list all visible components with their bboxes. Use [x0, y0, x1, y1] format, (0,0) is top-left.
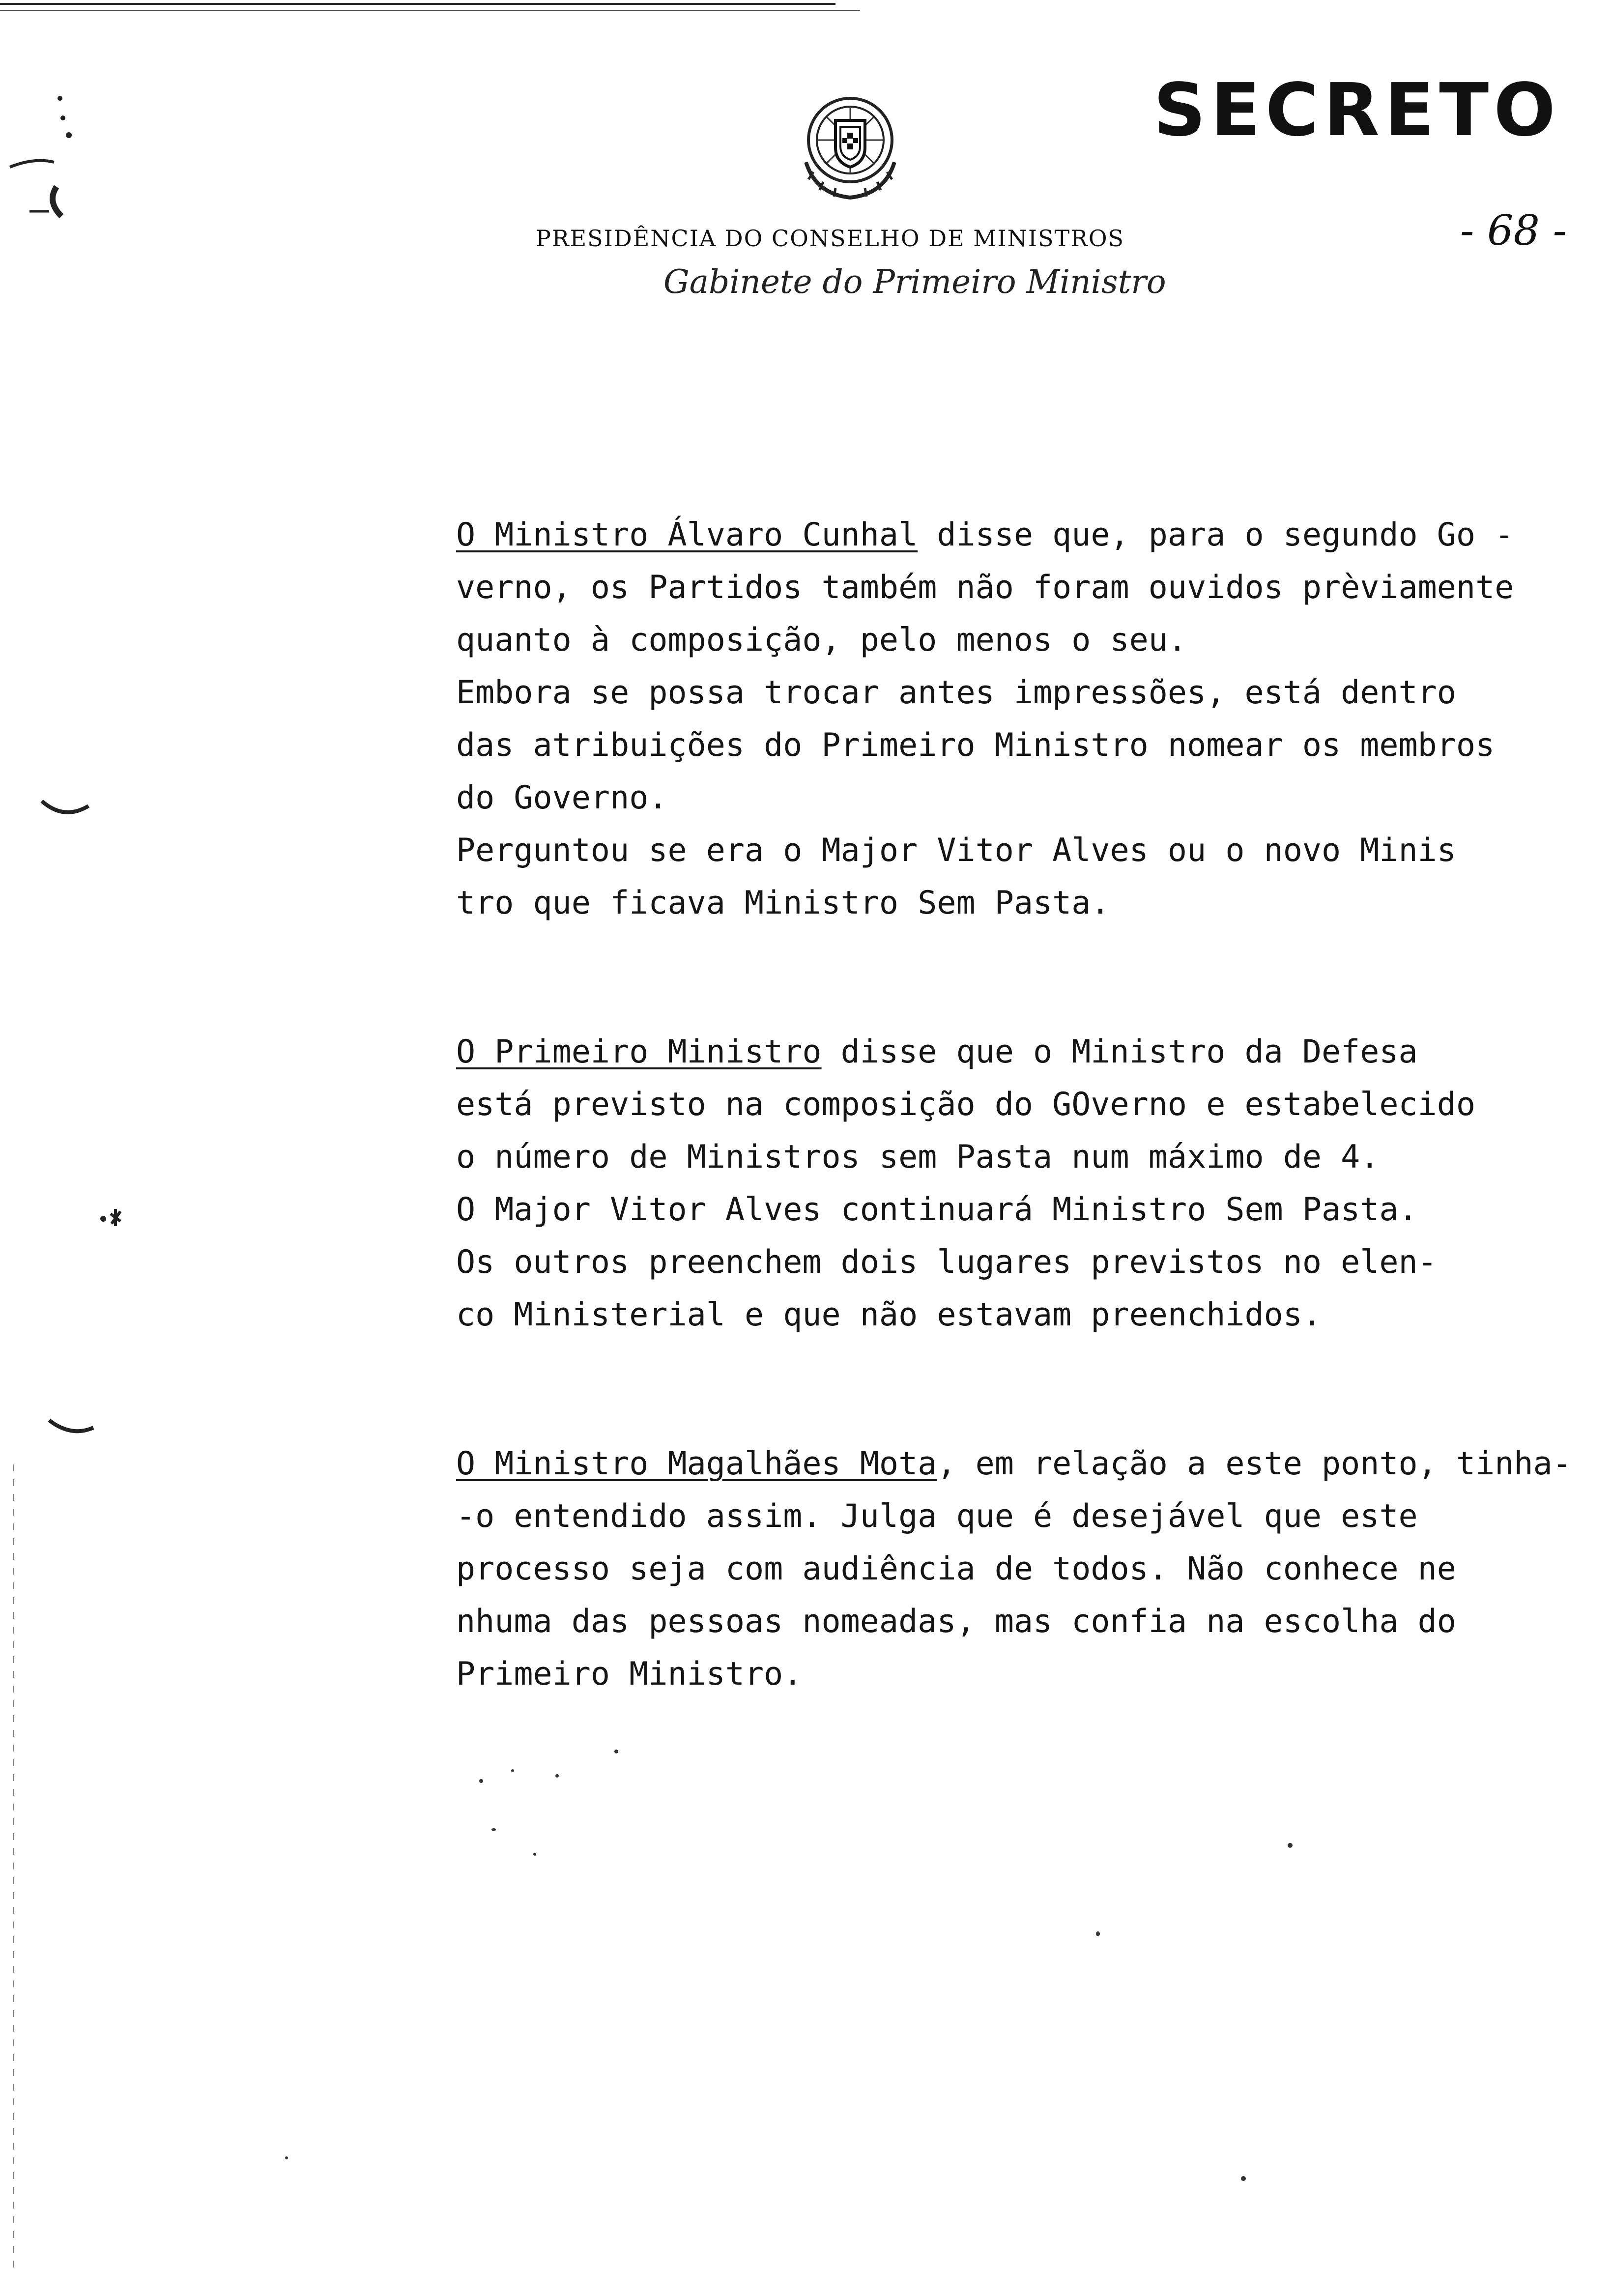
scan-speck: [1241, 2176, 1246, 2181]
text-fragment: disse que, para o segundo Go -: [918, 517, 1514, 553]
text-line: das atribuições do Primeiro Ministro nomear os membros: [456, 727, 1495, 764]
institution-heading: PRESIDÊNCIA DO CONSELHO DE MINISTROS: [536, 225, 1125, 252]
scan-speck: [614, 1750, 618, 1753]
section-primeiro-ministro: [456, 1026, 1586, 1341]
text-line: verno, os Partidos também não foram ouvidos prèviamente: [456, 569, 1514, 606]
scan-speck: [555, 1774, 559, 1778]
text-line: [456, 509, 1586, 561]
left-binding-edge: [13, 1464, 14, 2275]
scan-speck: [1288, 1843, 1293, 1848]
speaker-name: O Ministro Álvaro Cunhal: [456, 517, 918, 553]
page-number: - 68 -: [1460, 206, 1567, 255]
portuguese-coat-of-arms-icon: [786, 88, 914, 206]
top-edge-rule: [0, 3, 835, 5]
margin-mark-curve-2: [47, 1415, 106, 1445]
text-line: [456, 1026, 1586, 1078]
scan-speck: [285, 2156, 288, 2159]
text-line: co Ministerial e que não estavam preenchidos.: [456, 1296, 1322, 1333]
section-magalhaes-mota: [456, 1437, 1586, 1700]
text-line: O Major Vitor Alves continuará Ministro Sem Pasta.: [456, 1191, 1418, 1228]
text-line: nhuma das pessoas nomeadas, mas confia na escolha do: [456, 1603, 1456, 1640]
text-line: tro que ficava Ministro Sem Pasta.: [456, 885, 1110, 921]
text-line: [456, 1437, 1586, 1490]
scan-speck: [533, 1853, 536, 1856]
text-line: processo seja com audiência de todos. Não conhece ne: [456, 1550, 1456, 1587]
text-fragment: disse que o Ministro da Defesa: [821, 1033, 1418, 1070]
text-line: Embora se possa trocar antes impressões, está dentro: [456, 674, 1456, 711]
text-line: Os outros preenchem dois lugares previstos no elen-: [456, 1244, 1437, 1281]
text-line: Perguntou se era o Major Vitor Alves ou o novo Minis: [456, 832, 1456, 869]
margin-mark-top: [0, 88, 98, 236]
text-line: está previsto na composição do GOverno e estabelecido: [456, 1086, 1476, 1123]
text-line: quanto à composição, pelo menos o seu.: [456, 622, 1187, 659]
section-alvaro-cunhal: [456, 509, 1586, 929]
text-line: -o entendido assim. Julga que é desejável que este: [456, 1498, 1418, 1535]
text-fragment: , em relação a este ponto, tinha-: [937, 1445, 1572, 1482]
cabinet-heading: Gabinete do Primeiro Ministro: [663, 263, 1166, 301]
text-line: do Governo.: [456, 779, 668, 816]
speaker-name: O Ministro Magalhães Mota: [456, 1445, 937, 1482]
scan-speck: [479, 1779, 483, 1783]
text-line: o número de Ministros sem Pasta num máximo de 4.: [456, 1139, 1380, 1176]
margin-mark-star: [96, 1204, 130, 1229]
minutes-body: [456, 509, 1586, 1700]
scan-speck: [491, 1828, 496, 1831]
top-edge-rule-secondary: [0, 10, 860, 11]
margin-mark-curve-1: [39, 796, 98, 826]
speaker-name: O Primeiro Ministro: [456, 1033, 822, 1070]
scan-speck: [1096, 1931, 1100, 1936]
scan-speck: [511, 1769, 514, 1772]
secret-stamp: SECRETO: [1153, 68, 1560, 152]
text-line: Primeiro Ministro.: [456, 1656, 803, 1693]
